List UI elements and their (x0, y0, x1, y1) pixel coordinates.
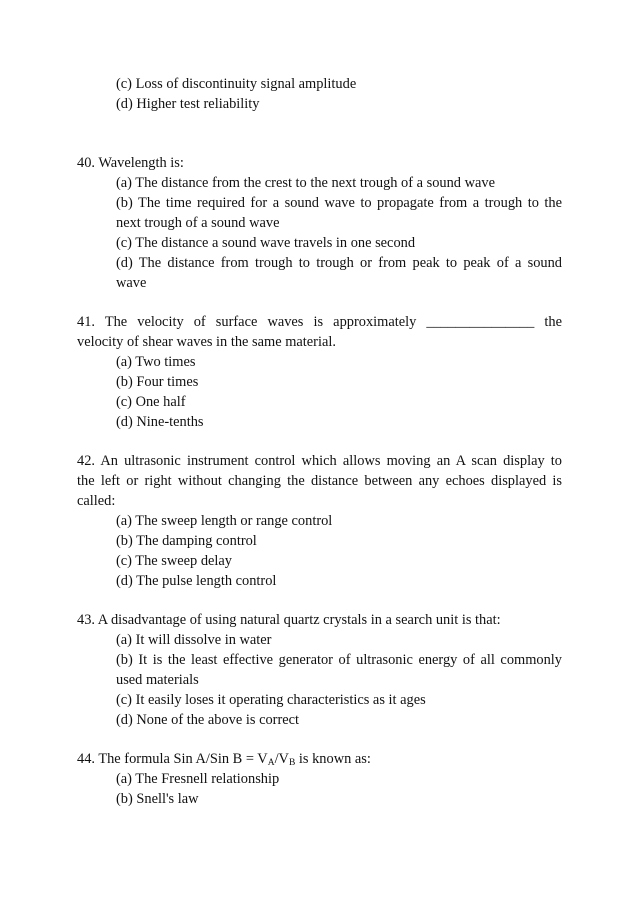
question-40-option-a: (a) The distance from the crest to the next trough of a sound wave (116, 175, 495, 191)
question-41-stem-line2: velocity of shear waves in the same material. (77, 334, 336, 350)
question-43-stem: 43. A disadvantage of using natural quartz crystals in a search unit is that: (77, 612, 501, 628)
question-42-stem-line1: 42. An ultrasonic instrument control which allows moving an A scan display to (77, 453, 562, 469)
question-44-option-a: (a) The Fresnell relationship (116, 771, 280, 787)
question-42-option-a: (a) The sweep length or range control (116, 513, 333, 529)
question-41-stem-line1: 41. The velocity of surface waves is approximately _______________ the (77, 314, 562, 330)
question-44-stem-middle: /V (274, 751, 289, 767)
question-40-option-d-line1: (d) The distance from trough to trough or from peak to peak of a sound (116, 255, 562, 271)
question-43-option-b-line2: used materials (116, 672, 199, 688)
subscript-a: A (267, 758, 275, 768)
question-42-option-c: (c) The sweep delay (116, 553, 233, 569)
carry-over-option-d: (d) Higher test reliability (116, 96, 260, 112)
question-41-option-a: (a) Two times (116, 354, 196, 370)
question-44-stem (77, 750, 371, 770)
question-42-option-b: (b) The damping control (116, 533, 257, 549)
question-40-option-b-line1: (b) The time required for a sound wave to propagate from a trough to the (116, 195, 562, 211)
question-43-option-d: (d) None of the above is correct (116, 712, 300, 728)
question-42-stem-line3: called: (77, 493, 116, 509)
question-40-option-c: (c) The distance a sound wave travels in one second (116, 235, 416, 251)
question-40-option-d-line2: wave (116, 275, 147, 291)
question-42-option-d: (d) The pulse length control (116, 573, 277, 589)
subscript-b: B (288, 758, 296, 768)
question-42-stem-line2: the left or right without changing the distance between any echoes displayed is (77, 473, 562, 489)
question-43-option-a: (a) It will dissolve in water (116, 632, 272, 648)
question-41-option-b: (b) Four times (116, 374, 199, 390)
question-43-option-b-line1: (b) It is the least effective generator of ultrasonic energy of all commonly (116, 652, 562, 668)
question-43-option-c: (c) It easily loses it operating characteristics as it ages (116, 692, 426, 708)
question-44-option-b: (b) Snell's law (116, 791, 199, 807)
question-44-stem-start: 44. The formula Sin A/Sin B = V (77, 751, 268, 767)
question-41-option-d: (d) Nine-tenths (116, 414, 204, 430)
question-40-stem: 40. Wavelength is: (77, 155, 184, 171)
question-44-stem-end: is known as: (295, 751, 371, 767)
carry-over-option-c: (c) Loss of discontinuity signal amplitude (116, 76, 357, 92)
question-40-option-b-line2: next trough of a sound wave (116, 215, 280, 231)
question-41-option-c: (c) One half (116, 394, 186, 410)
